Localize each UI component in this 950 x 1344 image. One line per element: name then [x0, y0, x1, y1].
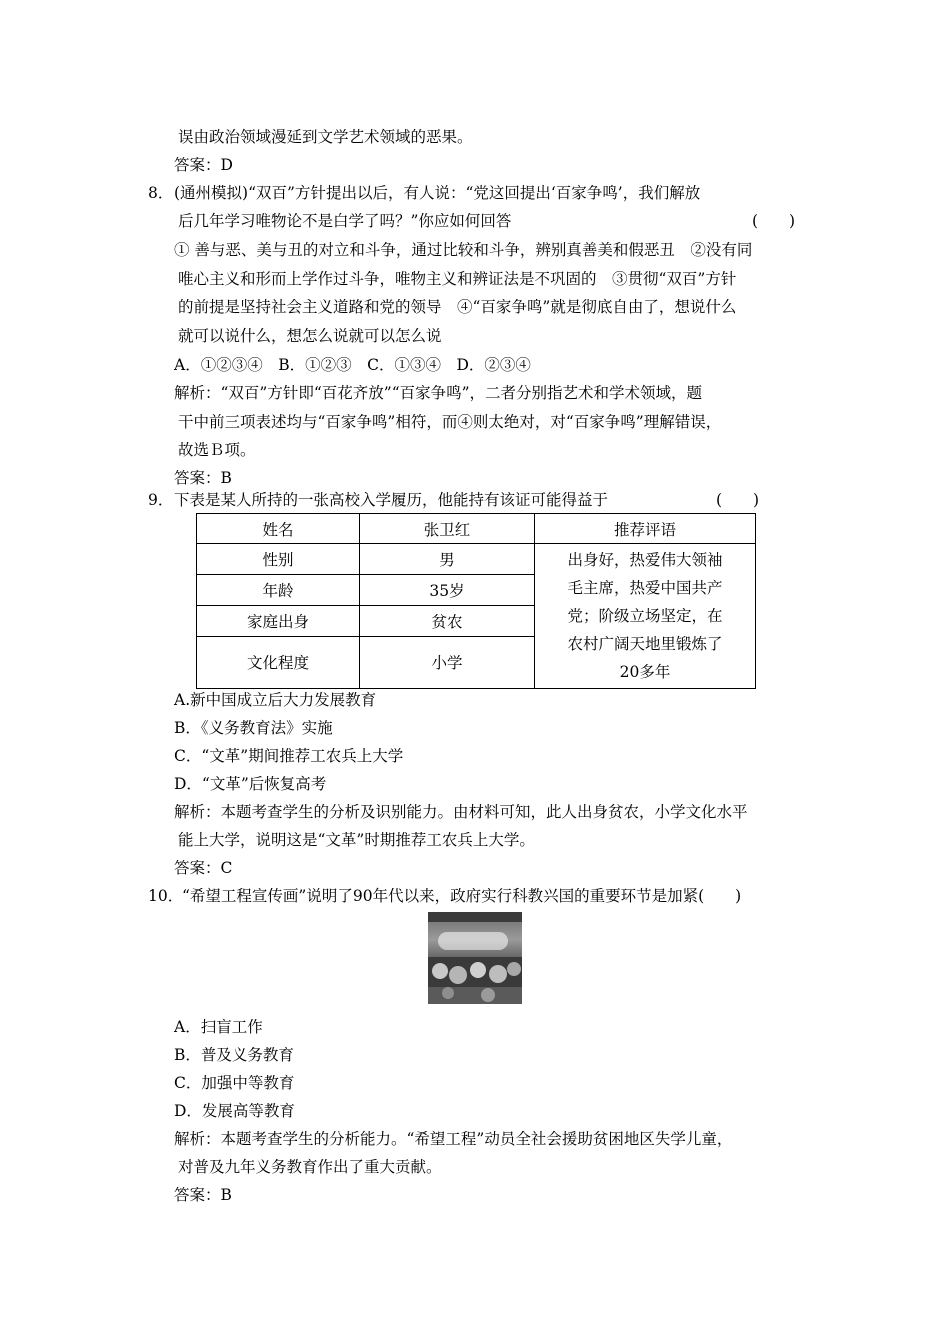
- q9-analysis-line-2: 能上大学，说明这是“文革”时期推荐工农兵上大学。: [178, 831, 535, 849]
- table-cell-label: 家庭出身: [197, 605, 360, 636]
- q9-answer: 答案：C: [174, 859, 233, 877]
- recommendation-line: 出身好，热爱伟大领袖: [567, 551, 723, 569]
- q10-option-d: D．发展高等教育: [174, 1102, 295, 1120]
- prev-tail-line: 误由政治领域漫延到文学艺术领域的恶果。: [178, 128, 473, 146]
- table-header-cell: 张卫红: [360, 514, 535, 544]
- table-cell-label: 年龄: [197, 574, 360, 605]
- recommendation-line: 20多年: [619, 663, 671, 681]
- q8-stem-line-2: 后几年学习唯物论不是白学了吗？”你应如何回答: [178, 212, 512, 230]
- q9-answer-blank: ( ): [716, 491, 760, 509]
- q10-option-c: C．加强中等教育: [174, 1074, 295, 1092]
- table-cell-value: 男: [360, 544, 535, 575]
- q10-stem: “希望工程宣传画”说明了90年代以来，政府实行科教兴国的重要环节是加紧( ): [182, 887, 742, 905]
- q8-option-line-2: 唯心主义和形而上学作过斗争，唯物主义和辨证法是不巩固的 ③贯彻“双百”方针: [178, 270, 737, 288]
- table-header-cell: 姓名: [197, 514, 360, 544]
- table-cell-value: 35岁: [360, 574, 535, 605]
- q9-number: 9．: [148, 491, 174, 509]
- q8-answer: 答案：B: [174, 469, 232, 487]
- table-cell-value: 小学: [360, 636, 535, 688]
- recommendation-line: 党；阶级立场坚定，在: [567, 607, 723, 625]
- q8-analysis-line-2: 干中前三项表述均与“百家争鸣”相符，而④则太绝对，对“百家争鸣”理解错误，: [178, 413, 722, 431]
- table-header-row: [197, 514, 756, 544]
- q10-option-a: A．扫盲工作: [174, 1018, 263, 1036]
- q8-answer-blank: ( ): [752, 212, 796, 230]
- q10-option-b: B．普及义务教育: [174, 1046, 294, 1064]
- q8-option-line-1: ① 善与恶、美与丑的对立和斗争，通过比较和斗争，辨别真善美和假恶丑 ②没有同: [174, 241, 753, 259]
- q10-number: 10．: [148, 887, 184, 905]
- hope-project-poster-image: [428, 912, 522, 1004]
- q10-analysis-line-1: 解析：本题考查学生的分析能力。“希望工程”动员全社会援助贫困地区失学儿童，: [174, 1130, 733, 1148]
- q10-analysis-line-2: 对普及九年义务教育作出了重大贡献。: [178, 1158, 442, 1176]
- poster-title-graphic: [438, 932, 508, 950]
- q8-choices: A．①②③④ B．①②③ C．①③④ D．②③④: [174, 356, 531, 374]
- table-row: [197, 544, 756, 575]
- q9-option-a: A.新中国成立后大力发展教育: [174, 691, 377, 709]
- q9-stem: 下表是某人所持的一张高校入学履历，他能持有该证可能得益于: [174, 491, 609, 509]
- poster-top-band: [428, 912, 522, 922]
- q8-number: 8．: [148, 184, 174, 202]
- q8-option-line-4: 就可以说什么，想怎么说就可以怎么说: [178, 327, 442, 345]
- recommendation-line: 毛主席，热爱中国共产: [567, 579, 723, 597]
- q8-stem-line-1: (通州模拟)“双百”方针提出以后，有人说：“党这回提出‘百家争鸣’，我们解放: [174, 184, 701, 202]
- q9-option-c: C．“文革”期间推荐工农兵上大学: [174, 747, 404, 765]
- table-header-cell: 推荐评语: [535, 514, 756, 544]
- q9-option-d: D．“文革”后恢复高考: [174, 775, 327, 793]
- q8-option-line-3: 的前提是坚持社会主义道路和党的领导 ④“百家争鸣”就是彻底自由了，想说什么: [178, 298, 737, 316]
- resume-table: [196, 513, 756, 689]
- recommendation-line: 农村广阔天地里锻炼了: [567, 635, 723, 653]
- prev-answer: 答案：D: [174, 156, 233, 174]
- q8-analysis-line-1: 解析：“双百”方针即“百花齐放”“百家争鸣”，二者分别指艺术和学术领域，题: [174, 384, 703, 402]
- q9-option-b: B．《义务教育法》实施: [174, 719, 333, 737]
- q8-analysis-line-3: 故选Ｂ项。: [178, 441, 256, 459]
- poster-children-graphic: [428, 957, 522, 1004]
- table-cell-label: 性别: [197, 544, 360, 575]
- q10-answer: 答案：B: [174, 1186, 232, 1204]
- recommendation-cell: [535, 544, 756, 689]
- table-cell-value: 贫农: [360, 605, 535, 636]
- q9-analysis-line-1: 解析：本题考查学生的分析及识别能力。由材料可知，此人出身贫农，小学文化水平: [174, 803, 748, 821]
- table-cell-label: 文化程度: [197, 636, 360, 688]
